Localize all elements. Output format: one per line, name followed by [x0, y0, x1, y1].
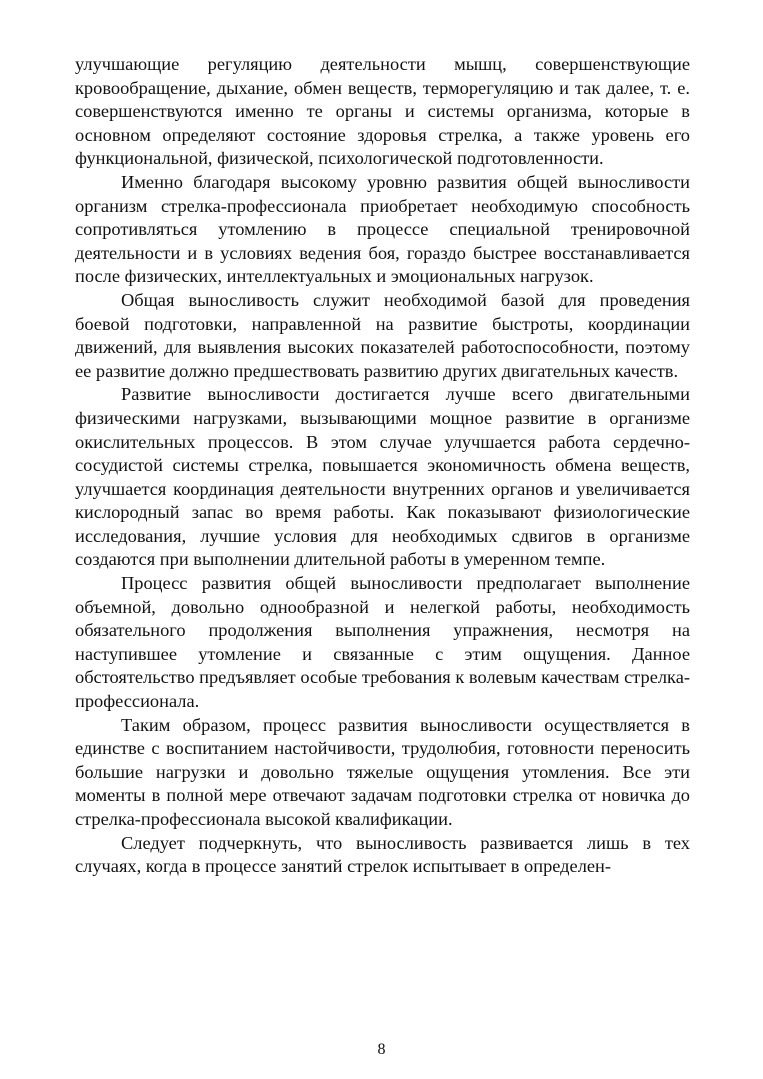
paragraph-2: Именно благодаря высокому уровню развития общей выносливости организм стрелка-профессионала приобретает необходимую способность сопротивляться утомлению в процессе специальной тренировочной деятельности и в условиях ведения боя, гораздо быстрее восстанавливается после физических, интеллектуальных и эмоциональных нагрузок. [75, 171, 690, 287]
paragraph-1: улучшающие регуляцию деятельности мышц, совершенствующие кровообращение, дыхание, обмен веществ, терморегуляцию и так далее, т. е. совершенствуются именно те органы и системы организма, которые в основном определяют состояние здоровья стрелка, а также уровень его функциональной, физической, психологической подготовленности. [75, 54, 690, 169]
paragraph-5: Процесс развития общей выносливости предполагает выполнение объемной, довольно однообразной и нелегкой работы, необходимость обязательного продолжения выполнения упражнения, несмотря на наступившее утомление и связанные с этим ощущения. Данное обстоятельство предъявляет особые требования к волевым качествам стрелка-профессионала. [75, 573, 690, 712]
page-body [75, 53, 690, 879]
paragraph-7: Следует подчеркнуть, что выносливость развивается лишь в тех случаях, когда в процессе занятий стрелок испытывает в определен- [75, 832, 690, 877]
paragraph-3: Общая выносливость служит необходимой базой для проведения боевой подготовки, направленной на развитие быстроты, координации движений, для выявления высоких показателей работоспособности, поэтому ее развитие должно предшествовать развитию других двигательных качеств. [75, 289, 690, 381]
page-number: 8 [377, 1041, 386, 1058]
paragraph-4: Развитие выносливости достигается лучше всего двигательными физическими нагрузками, вызывающими мощное развитие в организме окислительных процессов. В этом случае улучшается работа сердечно-сосудистой системы стрелка, повышается экономичность обмена веществ, улучшается координация деятельности внутренних органов и увеличивается кислородный запас во время работы. Как показывают физиологические исследования, лучшие условия для необходимых сдвигов в организме создаются при выполнении длительной работы в умеренном темпе. [75, 384, 690, 570]
paragraph-6: Таким образом, процесс развития выносливости осуществляется в единстве с воспитанием настойчивости, трудолюбия, готовности переносить большие нагрузки и довольно тяжелые ощущения утомления. Все эти моменты в полной мере отвечают задачам подготовки стрелка от новичка до стрелка-профессионала высокой квалификации. [75, 714, 690, 829]
